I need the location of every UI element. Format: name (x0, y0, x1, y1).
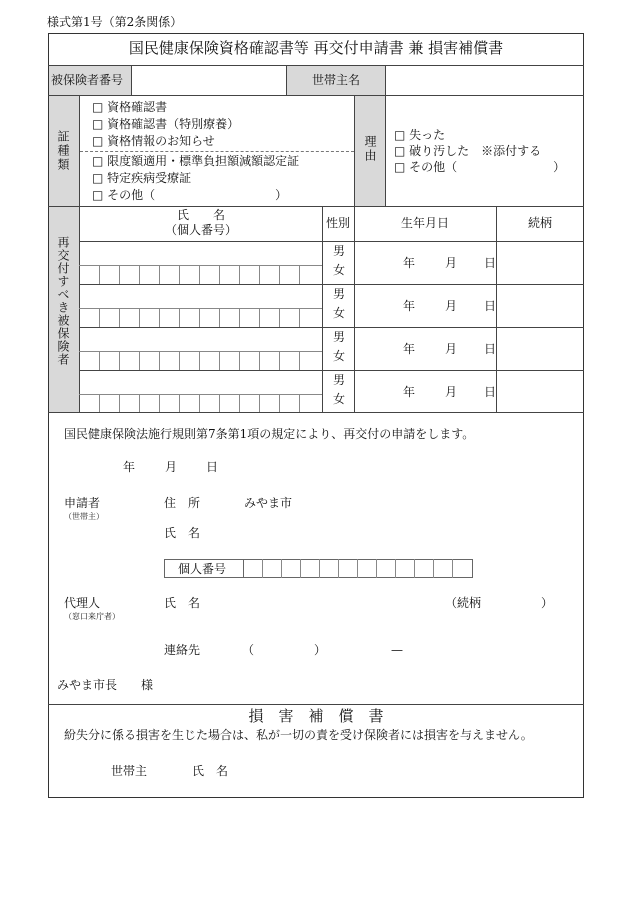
damage-title: 損 害 補 償 書 (248, 707, 384, 725)
birth-day: 日 (484, 299, 497, 313)
birth-month: 月 (445, 256, 458, 270)
insured-number-label: 被保険者番号 (51, 73, 124, 87)
reissue-label: 再交付すべき被保険者 (56, 236, 70, 366)
cert-option-2[interactable]: □ 資格確認書（特別療養） (92, 117, 240, 131)
personal-number-cells[interactable] (79, 394, 322, 412)
header-gender: 性別 (325, 216, 350, 230)
gender-female[interactable]: 女 (333, 263, 346, 277)
applicant-name-label: 氏 名 (164, 526, 201, 540)
cert-option-6[interactable]: □ その他（ ） (92, 188, 288, 202)
applicant-label: 申請者 (64, 496, 101, 510)
contact-area-code[interactable]: （ ） (242, 643, 327, 657)
personal-number-cells[interactable] (79, 308, 322, 327)
gender-male[interactable]: 男 (333, 287, 346, 301)
reason-option-2[interactable]: □ 破り汚した ※添付する (394, 144, 542, 158)
birth-month: 月 (445, 342, 458, 356)
birth-day: 日 (484, 385, 497, 399)
birth-year: 年 (403, 385, 416, 399)
declaration-text: 国民健康保険法施行規則第7条第1項の規定により、再交付の申請をします。 (64, 427, 475, 441)
gender-male[interactable]: 男 (333, 330, 346, 344)
birth-year: 年 (403, 256, 416, 270)
header-name: 氏 名 (176, 208, 225, 222)
reason-label: 理由 (363, 135, 377, 163)
application-month: 月 (165, 460, 178, 474)
reason-option-3[interactable]: □ その他（ ） (394, 160, 566, 174)
damage-text: 紛失分に係る損害を生じた場合は、私が一切の責を受け保険者には損害を与えません。 (64, 728, 533, 742)
contact-label: 連絡先 (164, 643, 201, 657)
gender-male[interactable]: 男 (333, 373, 346, 387)
personal-number-cells[interactable] (79, 351, 322, 370)
gender-female[interactable]: 女 (333, 392, 346, 406)
gender-female[interactable]: 女 (333, 349, 346, 363)
reason-option-1[interactable]: □ 失った (394, 128, 446, 142)
addressee: みやま市長 様 (57, 678, 154, 692)
address-label: 住 所 (164, 496, 201, 510)
personal-number-label: 個人番号 (178, 562, 227, 576)
birth-day: 日 (484, 342, 497, 356)
agent-sub: （窓口来庁者） (64, 612, 120, 621)
agent-label: 代理人 (64, 596, 101, 610)
header-birthdate: 生年月日 (400, 216, 449, 230)
address-value[interactable]: みやま市 (244, 496, 293, 510)
gender-female[interactable]: 女 (333, 306, 346, 320)
cert-option-1[interactable]: □ 資格確認書 (92, 100, 168, 114)
birth-year: 年 (403, 342, 416, 356)
birth-year: 年 (403, 299, 416, 313)
insured-number-field[interactable] (136, 70, 282, 91)
damage-name-label: 氏 名 (192, 764, 229, 778)
personal-number-cells[interactable] (243, 559, 473, 578)
birth-month: 月 (445, 385, 458, 399)
head-of-household-field[interactable] (389, 70, 579, 91)
form-number: 様式第1号（第2条関係） (47, 15, 183, 29)
agent-relation: （続柄 ） (445, 596, 554, 610)
application-day: 日 (206, 460, 219, 474)
damage-head-label: 世帯主 (111, 764, 148, 778)
gender-male[interactable]: 男 (333, 244, 346, 258)
cert-option-4[interactable]: □ 限度額適用・標準負担額減額認定証 (92, 154, 300, 168)
cert-option-3[interactable]: □ 資格情報のお知らせ (92, 134, 215, 148)
header-personal-number: （個人番号） (164, 223, 237, 237)
cert-option-5[interactable]: □ 特定疾病受療証 (92, 171, 192, 185)
personal-number-cells[interactable] (79, 265, 322, 284)
header-relation: 続柄 (527, 216, 552, 230)
birth-month: 月 (445, 299, 458, 313)
contact-dash: — (391, 643, 403, 657)
application-year: 年 (123, 460, 136, 474)
head-of-household-label: 世帯主名 (312, 73, 361, 87)
applicant-sub: （世帯主） (64, 512, 104, 521)
certificate-type-label: 証種類 (56, 130, 70, 172)
agent-name-label: 氏 名 (164, 596, 201, 610)
form-title: 国民健康保険資格確認書等 再交付申請書 兼 損害補償書 (128, 39, 504, 57)
birth-day: 日 (484, 256, 497, 270)
